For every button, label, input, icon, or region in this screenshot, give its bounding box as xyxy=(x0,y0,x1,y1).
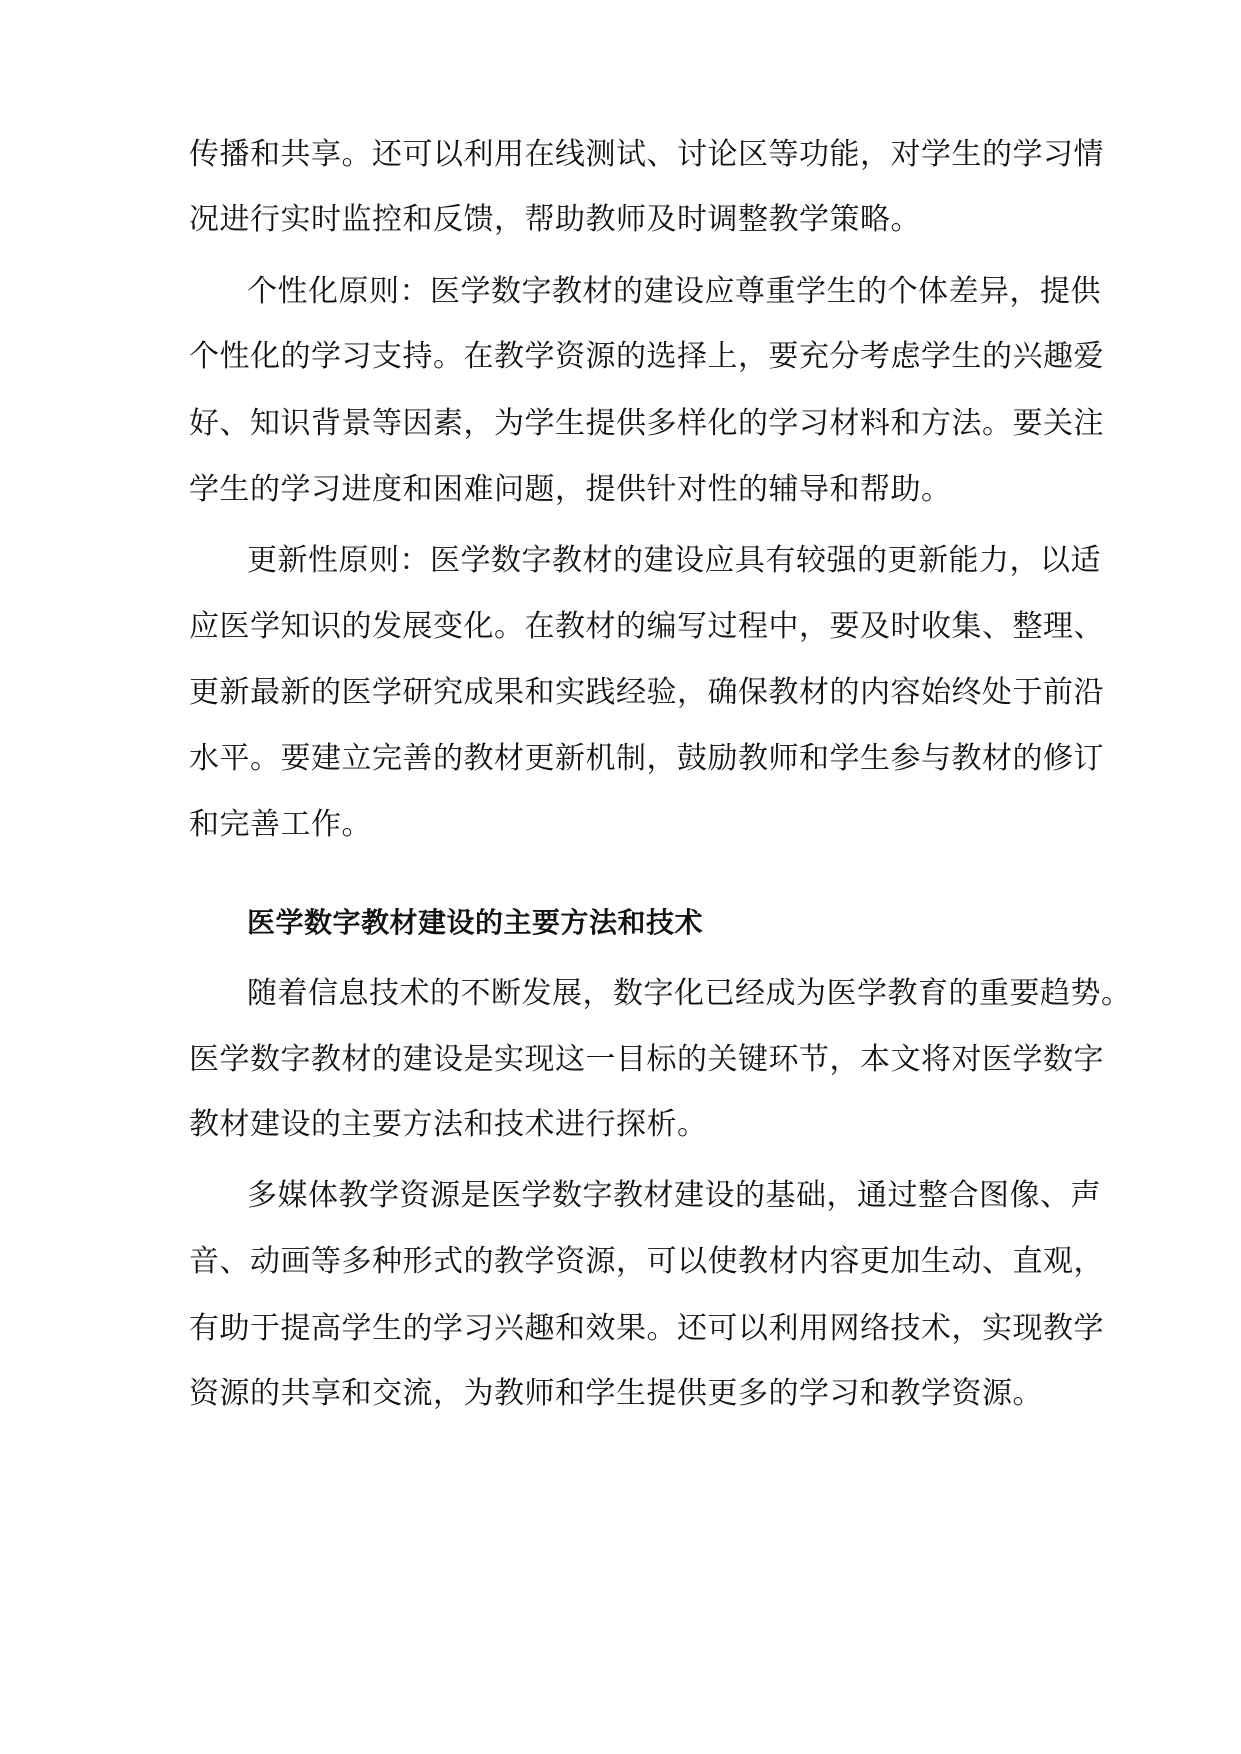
paragraph-line: 资源的共享和交流，为教师和学生提供更多的学习和教学资源。 xyxy=(189,1376,1043,1411)
paragraph-line: 好、知识背景等因素，为学生提供多样化的学习材料和方法。要关注 xyxy=(189,406,1104,441)
paragraph-line: 应医学知识的发展变化。在教材的编写过程中，要及时收集、整理、 xyxy=(189,609,1104,644)
paragraph-line: 音、动画等多种形式的教学资源，可以使教材内容更加生动、直观， xyxy=(189,1244,1104,1279)
paragraph-line: 水平。要建立完善的教材更新机制，鼓励教师和学生参与教材的修订 xyxy=(189,741,1104,776)
paragraph-line: 个性化原则：医学数字教材的建设应尊重学生的个体差异，提供 xyxy=(247,274,1101,309)
section-heading: 医学数字教材建设的主要方法和技术 xyxy=(247,906,704,939)
paragraph-line: 更新性原则：医学数字教材的建设应具有较强的更新能力，以适 xyxy=(247,543,1101,578)
paragraph-line: 随着信息技术的不断发展，数字化已经成为医学教育的重要趋势。 xyxy=(247,976,1132,1011)
paragraph-line: 个性化的学习支持。在教学资源的选择上，要充分考虑学生的兴趣爱 xyxy=(189,339,1104,374)
paragraph-line: 和完善工作。 xyxy=(189,807,372,842)
paragraph-line: 传播和共享。还可以利用在线测试、讨论区等功能，对学生的学习情 xyxy=(189,137,1104,172)
paragraph-line: 更新最新的医学研究成果和实践经验，确保教材的内容始终处于前沿 xyxy=(189,675,1104,710)
paragraph-line: 有助于提高学生的学习兴趣和效果。还可以利用网络技术，实现教学 xyxy=(189,1311,1104,1346)
paragraph-line: 况进行实时监控和反馈，帮助教师及时调整教学策略。 xyxy=(189,202,921,237)
paragraph-line: 教材建设的主要方法和技术进行探析。 xyxy=(189,1107,708,1142)
paragraph-line: 学生的学习进度和困难问题，提供针对性的辅导和帮助。 xyxy=(189,472,952,507)
paragraph-line: 多媒体教学资源是医学数字教材建设的基础，通过整合图像、声 xyxy=(247,1178,1101,1213)
paragraph-line: 医学数字教材的建设是实现这一目标的关键环节，本文将对医学数字 xyxy=(189,1042,1104,1077)
